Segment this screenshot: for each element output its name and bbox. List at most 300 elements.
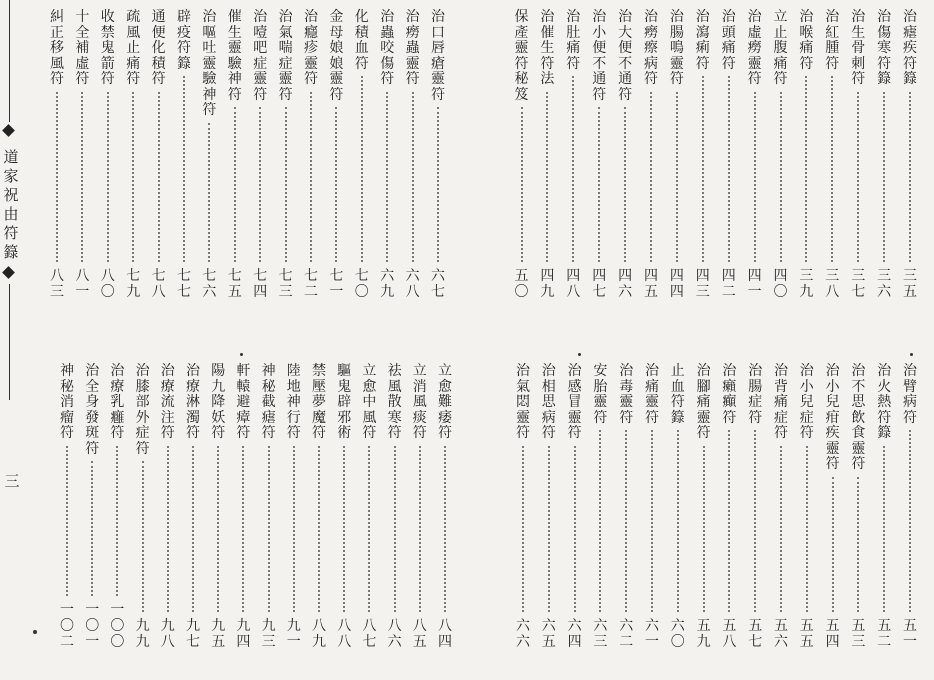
glyph: 十: [75, 9, 90, 25]
glyph: 〇: [110, 634, 125, 650]
toc-entry[interactable]: [258, 364, 280, 650]
glyph: 肚: [566, 24, 581, 41]
toc-entry-title: [228, 10, 242, 103]
toc-entry[interactable]: [588, 10, 610, 300]
dot-leader: [754, 430, 756, 612]
glyph: 病: [903, 394, 917, 410]
toc-entry-page: [619, 618, 633, 650]
glyph: 符: [567, 425, 582, 441]
glyph: 神: [261, 363, 276, 379]
glyph: 靈: [851, 440, 866, 457]
glyph: 治: [278, 9, 293, 25]
glyph: 符: [329, 86, 344, 103]
glyph: 符: [514, 55, 529, 72]
glyph: 辟: [337, 394, 352, 410]
toc-entry[interactable]: [744, 364, 766, 650]
toc-entry[interactable]: [173, 10, 195, 300]
toc-entry-page: [304, 268, 318, 300]
toc-entry-title: [592, 10, 606, 103]
glyph: 八: [825, 284, 840, 300]
glyph: 毒: [619, 378, 634, 395]
glyph: 症: [748, 394, 763, 410]
glyph: 治: [110, 363, 125, 379]
toc-entry[interactable]: [847, 364, 869, 650]
glyph: 癮: [304, 24, 318, 41]
glyph: 符: [851, 71, 866, 87]
glyph: 箭: [100, 55, 115, 72]
dot-leader: [857, 92, 859, 263]
glyph: 五: [644, 284, 658, 300]
glyph: 痛: [774, 394, 788, 410]
glyph: 四: [438, 634, 452, 650]
glyph: 三: [695, 284, 710, 300]
toc-entry[interactable]: [106, 364, 128, 650]
glyph: 五: [211, 634, 226, 650]
glyph: 六: [619, 618, 634, 634]
glyph: 符: [695, 55, 710, 72]
dot-leader: [361, 76, 363, 262]
glyph: 符: [60, 425, 74, 441]
glyph: 愈: [438, 378, 452, 395]
dot-leader: [183, 76, 185, 262]
glyph: 瘧: [903, 24, 917, 41]
glyph: 符: [566, 55, 581, 72]
glyph: 發: [85, 409, 100, 426]
margin-strip: [0, 0, 24, 680]
toc-entry-title: [380, 10, 394, 88]
toc-entry[interactable]: [511, 10, 533, 300]
glyph: 腳: [696, 378, 711, 395]
dot-leader: [217, 446, 219, 613]
glyph: 腸: [669, 24, 684, 41]
toc-entry[interactable]: [182, 364, 204, 650]
toc-entry-page: [50, 268, 64, 300]
glyph: 療: [110, 378, 125, 395]
toc-entry[interactable]: [157, 364, 179, 650]
glyph: 治: [645, 363, 659, 379]
toc-entry[interactable]: [796, 364, 818, 650]
glyph: 四: [566, 268, 581, 284]
glyph: 靈: [747, 55, 762, 72]
toc-entry[interactable]: [325, 10, 347, 300]
glyph: 三: [278, 284, 293, 300]
toc-entry[interactable]: [283, 364, 305, 650]
glyph: 鳴: [669, 40, 684, 56]
toc-entry[interactable]: [693, 364, 715, 650]
glyph: 痿: [438, 409, 452, 426]
glyph: 七: [186, 634, 200, 650]
toc-entry[interactable]: [562, 10, 584, 300]
glyph: 化: [151, 40, 166, 56]
glyph: 病: [541, 409, 556, 426]
toc-entry[interactable]: [249, 10, 271, 300]
glyph: 符: [151, 71, 166, 87]
glyph: 驅: [337, 363, 352, 379]
glyph: 治: [851, 9, 866, 25]
glyph: 籙: [670, 409, 685, 426]
toc-entry-title: [236, 364, 250, 442]
toc-entry[interactable]: [224, 10, 246, 300]
toc-entry-title: [618, 10, 632, 103]
toc-entry-title: [152, 10, 166, 88]
glyph: 符: [593, 409, 608, 426]
dot-leader: [728, 430, 730, 612]
toc-entry-page: [826, 618, 840, 650]
toc-entry[interactable]: [384, 364, 406, 650]
toc-entry[interactable]: [873, 10, 895, 300]
glyph: 治: [380, 9, 395, 25]
glyph: 辟: [177, 9, 191, 25]
glyph: 血: [354, 40, 369, 56]
toc-entry[interactable]: [97, 10, 119, 300]
glyph: 符: [644, 71, 658, 87]
glyph: 符: [286, 425, 301, 441]
glyph: 靈: [619, 394, 634, 410]
glyph: 七: [177, 268, 191, 284]
glyph: 外: [135, 409, 150, 426]
toc-entry-page: [228, 268, 242, 300]
glyph: 五: [696, 618, 711, 634]
glyph: 四: [592, 268, 607, 284]
toc-entry[interactable]: [538, 364, 560, 650]
toc-entry[interactable]: [589, 364, 611, 650]
toc-entry-page: [161, 618, 175, 650]
toc-entry-page: [568, 618, 582, 650]
glyph: 九: [380, 284, 395, 300]
glyph: 九: [211, 618, 226, 634]
glyph: 瘴: [236, 409, 251, 426]
glyph: 符: [380, 71, 395, 87]
glyph: 治: [851, 363, 866, 379]
glyph: 〇: [85, 618, 100, 634]
toc-entry-page: [202, 268, 216, 300]
glyph: 治: [566, 9, 581, 25]
glyph: 靈: [516, 409, 530, 426]
dot-leader: [909, 92, 911, 263]
toc-entry[interactable]: [770, 10, 792, 300]
toc-entry[interactable]: [132, 364, 154, 650]
toc-entry[interactable]: [666, 10, 688, 300]
glyph: 魔: [312, 409, 326, 426]
dot-leader: [368, 446, 370, 613]
toc-entry-title: [60, 364, 74, 442]
toc-entry[interactable]: [692, 10, 714, 300]
glyph: 〇: [773, 284, 788, 300]
toc-entry[interactable]: [615, 364, 637, 650]
toc-entry-page: [877, 268, 891, 300]
glyph: 治: [799, 363, 814, 379]
glyph: 治: [160, 363, 175, 379]
toc-entry-title: [287, 364, 301, 442]
glyph: 符: [799, 425, 814, 441]
toc-entry-page: [177, 268, 191, 300]
toc-entry-title: [825, 10, 839, 72]
print-dot: [910, 353, 913, 356]
glyph: 便: [151, 24, 166, 41]
glyph: 三: [851, 268, 866, 284]
toc-entry-page: [279, 268, 293, 300]
dot-leader: [208, 123, 210, 263]
toc-entry[interactable]: [822, 364, 844, 650]
glyph: 禁: [100, 24, 115, 41]
toc-entry-page: [329, 268, 343, 300]
toc-entry[interactable]: [795, 10, 817, 300]
glyph: 八: [566, 284, 581, 300]
dot-leader: [234, 107, 236, 262]
glyph: 傷: [380, 55, 395, 72]
toc-entry-title: [645, 364, 659, 426]
glyph: 疾: [825, 425, 840, 441]
toc-entry[interactable]: [56, 364, 78, 650]
glyph: 六: [380, 268, 395, 284]
glyph: 喉: [799, 24, 814, 41]
glyph: 便: [592, 40, 607, 56]
glyph: 六: [593, 618, 608, 634]
glyph: 驗: [202, 71, 217, 87]
toc-entry-page: [696, 268, 710, 300]
toc-entry-title: [697, 364, 711, 442]
glyph: 七: [329, 268, 344, 284]
glyph: 符: [722, 409, 737, 426]
glyph: 鬼: [100, 40, 115, 56]
toc-entry[interactable]: [351, 10, 373, 300]
glyph: 癰: [110, 409, 125, 426]
glyph: 驗: [227, 55, 242, 72]
glyph: 收: [100, 9, 115, 25]
diamond-ornament-icon: [2, 266, 15, 279]
toc-entry[interactable]: [333, 364, 355, 650]
glyph: 五: [722, 618, 737, 634]
glyph: 小: [825, 378, 840, 395]
toc-entry-title: [670, 10, 684, 88]
glyph: 符: [135, 440, 150, 457]
dot-leader: [192, 446, 194, 613]
glyph: 二: [304, 284, 318, 300]
glyph: 骨: [851, 40, 866, 56]
toc-entry[interactable]: [744, 10, 766, 300]
glyph: 神: [227, 71, 242, 87]
toc-entry[interactable]: [899, 10, 921, 300]
glyph: 七: [354, 268, 369, 284]
toc-entry-title: [304, 10, 318, 88]
glyph: 風: [412, 394, 427, 410]
glyph: 一: [60, 602, 74, 618]
glyph: 〇: [514, 284, 529, 300]
glyph: 兒: [799, 394, 814, 410]
toc-entry[interactable]: [122, 10, 144, 300]
dot-leader: [521, 107, 523, 262]
toc-entry[interactable]: [667, 364, 689, 650]
glyph: 二: [60, 634, 74, 650]
glyph: 四: [669, 284, 684, 300]
dot-leader: [310, 92, 312, 263]
toc-entry[interactable]: [718, 364, 740, 650]
glyph: 八: [362, 618, 377, 634]
dot-leader: [651, 430, 653, 612]
dot-leader: [676, 92, 678, 263]
toc-entry[interactable]: [376, 10, 398, 300]
toc-entry-title: [85, 364, 99, 457]
glyph: 四: [644, 268, 658, 284]
glyph: 瀉: [695, 24, 710, 41]
toc-entry[interactable]: [640, 10, 662, 300]
toc-entry[interactable]: [409, 364, 431, 650]
toc-entry[interactable]: [847, 10, 869, 300]
glyph: 九: [312, 634, 326, 650]
dot-leader: [259, 107, 261, 262]
toc-entry-page: [644, 268, 658, 300]
glyph: 冒: [567, 394, 582, 410]
dot-leader: [268, 446, 270, 613]
glyph: 五: [412, 634, 427, 650]
toc-entry-title: [799, 10, 813, 72]
glyph: 一: [645, 634, 659, 650]
glyph: 通: [592, 71, 607, 87]
glyph: 靈: [825, 440, 840, 457]
glyph: 難: [438, 394, 452, 410]
glyph: 符: [825, 55, 840, 72]
glyph: 七: [126, 268, 141, 284]
glyph: 六: [567, 618, 582, 634]
dot-leader: [437, 107, 439, 262]
glyph: 疫: [177, 24, 191, 41]
glyph: 消: [60, 394, 74, 410]
glyph: 刺: [851, 55, 866, 72]
toc-entry[interactable]: [207, 364, 229, 650]
diamond-ornament-icon: [2, 124, 15, 137]
toc-entry[interactable]: [46, 10, 68, 300]
toc-entry[interactable]: [873, 364, 895, 650]
toc-entry-title: [566, 10, 580, 72]
glyph: 神: [60, 363, 74, 379]
glyph: 治: [903, 363, 917, 379]
toc-entry[interactable]: [821, 10, 843, 300]
dot-leader: [805, 76, 807, 262]
glyph: 治: [405, 9, 420, 25]
glyph: 便: [618, 40, 633, 56]
toc-entry-page: [851, 618, 865, 650]
toc-entry[interactable]: [614, 10, 636, 300]
toc-entry-title: [211, 364, 225, 442]
glyph: 符: [100, 71, 115, 87]
toc-entry[interactable]: [770, 364, 792, 650]
toc-entry[interactable]: [148, 10, 170, 300]
glyph: 虛: [75, 55, 90, 72]
glyph: 吐: [202, 40, 217, 56]
glyph: 全: [75, 24, 90, 41]
toc-entry[interactable]: [275, 10, 297, 300]
toc-entry[interactable]: [718, 10, 740, 300]
glyph: 符: [160, 425, 175, 441]
glyph: 七: [592, 284, 607, 300]
glyph: 療: [160, 378, 175, 395]
toc-entry-title: [722, 10, 736, 72]
glyph: 九: [286, 618, 301, 634]
toc-entry[interactable]: [232, 364, 254, 650]
glyph: 六: [516, 634, 530, 650]
toc-entry-title: [619, 364, 633, 426]
glyph: 痛: [799, 40, 814, 56]
glyph: 食: [851, 425, 866, 441]
glyph: 三: [877, 268, 892, 284]
toc-entry-title: [774, 364, 788, 442]
glyph: 小: [592, 24, 607, 41]
glyph: 六: [774, 634, 788, 650]
glyph: 催: [227, 9, 242, 25]
toc-entry-page: [355, 268, 369, 300]
glyph: 大: [618, 24, 633, 41]
glyph: 陽: [211, 363, 226, 379]
glyph: 秘: [514, 71, 529, 87]
glyph: 妖: [211, 409, 226, 426]
glyph: 祝: [3, 186, 19, 204]
toc-entry[interactable]: [358, 364, 380, 650]
toc-entry[interactable]: [402, 10, 424, 300]
glyph: 娘: [329, 55, 344, 72]
glyph: 紅: [825, 24, 840, 41]
toc-entry-page: [592, 268, 606, 300]
glyph: 靈: [669, 55, 684, 72]
toc-entry-page: [152, 268, 166, 300]
glyph: 六: [618, 284, 633, 300]
toc-entry[interactable]: [564, 364, 586, 650]
toc-entry-page: [903, 268, 917, 300]
glyph: 一: [286, 634, 301, 650]
toc-entry-page: [540, 268, 554, 300]
toc-entry[interactable]: [641, 364, 663, 650]
toc-entry[interactable]: [308, 364, 330, 650]
glyph: 籙: [177, 55, 191, 72]
glyph: 濁: [186, 409, 200, 426]
dot-leader: [883, 446, 885, 613]
glyph: 靈: [431, 71, 445, 87]
toc-entry[interactable]: [81, 364, 103, 650]
dot-leader: [132, 92, 134, 263]
toc-entry[interactable]: [512, 364, 534, 650]
glyph: 不: [618, 55, 633, 72]
glyph: 唇: [431, 40, 445, 56]
toc-entry[interactable]: [300, 10, 322, 300]
glyph: 符: [516, 425, 530, 441]
toc-entry-page: [60, 602, 74, 650]
toc-entry[interactable]: [536, 10, 558, 300]
toc-entry-title: [877, 10, 891, 88]
toc-entry[interactable]: [198, 10, 220, 300]
glyph: 六: [877, 284, 892, 300]
toc-entry[interactable]: [71, 10, 93, 300]
toc-entry[interactable]: [427, 10, 449, 300]
glyph: 〇: [670, 634, 685, 650]
glyph: 符: [312, 425, 326, 441]
glyph: 治: [85, 363, 100, 379]
toc-entry-title: [406, 10, 420, 88]
toc-entry[interactable]: [434, 364, 456, 650]
glyph: 火: [877, 378, 892, 395]
glyph: 符: [618, 86, 633, 103]
toc-entry[interactable]: [899, 364, 921, 650]
toc-entry-title: [800, 364, 814, 442]
glyph: 神: [202, 86, 217, 103]
toc-entry-page: [670, 268, 684, 300]
toc-entry-page: [671, 618, 685, 650]
dot-leader: [548, 446, 550, 613]
glyph: 治: [540, 9, 555, 25]
glyph: 頭: [721, 24, 736, 41]
toc-entry-title: [903, 364, 917, 426]
glyph: 散: [387, 394, 402, 410]
glyph: 四: [253, 284, 268, 300]
glyph: 一: [85, 602, 100, 618]
